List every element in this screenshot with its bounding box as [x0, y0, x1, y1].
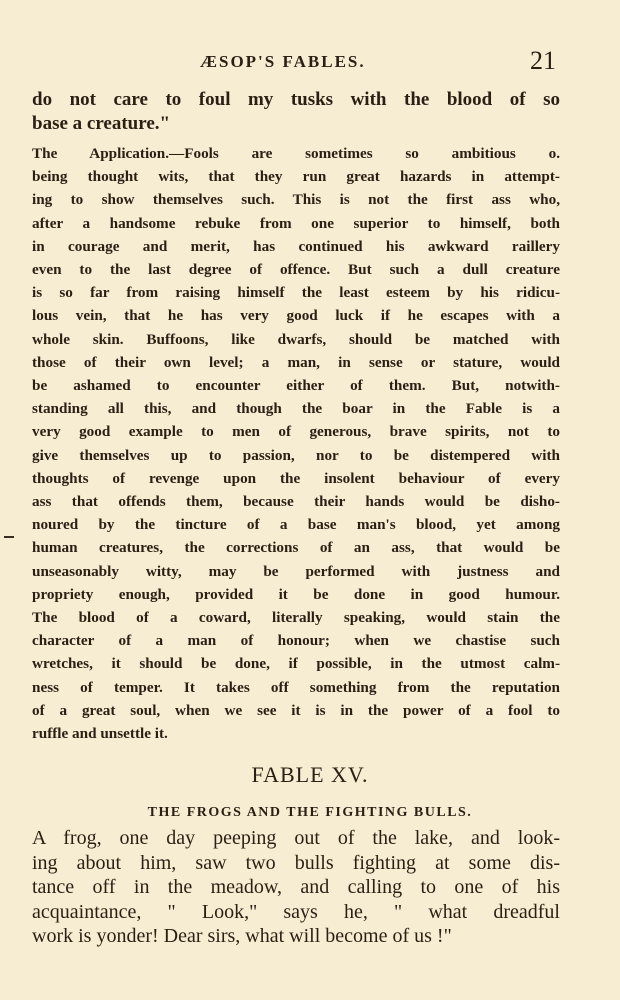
text-line: of a great soul, when we see it is in the power of a fool to	[32, 701, 560, 719]
text-line: noured by the tincture of a base man's blood, yet among	[32, 516, 560, 534]
text-line: lous vein, that he has very good luck if he escapes with a	[32, 307, 560, 325]
page-header	[0, 46, 620, 76]
text-line: in courage and merit, has continued his awkward raillery	[32, 237, 560, 255]
text-line: ruffle and unsettle it.	[32, 725, 168, 743]
fable-subtitle: THE FROGS AND THE FIGHTING BULLS.	[147, 805, 473, 820]
text-line: standing all this, and though the boar in the Fable is a	[32, 400, 560, 418]
text-line: thoughts of revenge upon the insolent behaviour of every	[32, 469, 560, 487]
text-line: after a handsome rebuke from one superior to himself, both	[32, 214, 560, 232]
text-line: ass that offends them, because their hands would be disho-	[32, 493, 560, 511]
text-line: The Application.—Fools are sometimes so ambitious o.	[32, 145, 560, 162]
text-line: unseasonably witty, may be performed with justness and	[32, 562, 560, 580]
text-line: base a creature."	[32, 113, 171, 134]
page-number: 21	[530, 46, 556, 75]
text-line: ing about him, saw two bulls fighting at some dis-	[32, 851, 560, 874]
text-line: ing to show themselves such. This is not the first ass who,	[32, 191, 560, 209]
text-line: being thought wits, that they run great hazards in attempt-	[32, 168, 560, 186]
text-line: acquaintance, " Look," says he, " what dreadful	[32, 900, 560, 923]
lead-paragraph	[32, 88, 560, 136]
text-line: The blood of a coward, literally speaking, would stain the	[32, 609, 560, 627]
text-line: very good example to men of generous, brave spirits, not to	[32, 423, 560, 441]
text-line: be ashamed to encounter either of them. But, notwith-	[32, 377, 560, 395]
text-line: wretches, it should be done, if possible, in the utmost calm-	[32, 655, 560, 673]
text-line: A frog, one day peeping out of the lake, and look-	[32, 827, 560, 849]
text-line: human creatures, the corrections of an ass, that would be	[32, 539, 560, 557]
fable-story	[32, 826, 560, 949]
text-line: give themselves up to passion, nor to be distempered with	[32, 446, 560, 464]
application-paragraph	[32, 142, 560, 745]
text-line: is so far from raising himself the least esteem by his ridicu-	[32, 284, 560, 302]
text-line: character of a man of honour; when we chastise such	[32, 632, 560, 650]
fable-title: FABLE XV.	[251, 762, 369, 787]
text-line: those of their own level; a man, in sense or stature, would	[32, 353, 560, 371]
margin-dash	[4, 536, 14, 538]
text-line: tance off in the meadow, and calling to one of his	[32, 876, 560, 898]
text-line: propriety enough, provided it be done in good humour.	[32, 585, 560, 603]
text-line: work is yonder! Dear sirs, what will become of us !"	[32, 925, 452, 947]
text-line: do not care to foul my tusks with the blood of so	[32, 89, 560, 110]
text-line: ness of temper. It takes off something from the reputation	[32, 678, 560, 696]
text-line: whole skin. Buffoons, like dwarfs, should be matched with	[32, 330, 560, 348]
text-line: even to the last degree of offence. But such a dull creature	[32, 261, 560, 279]
running-title: ÆSOP'S FABLES.	[200, 52, 366, 71]
